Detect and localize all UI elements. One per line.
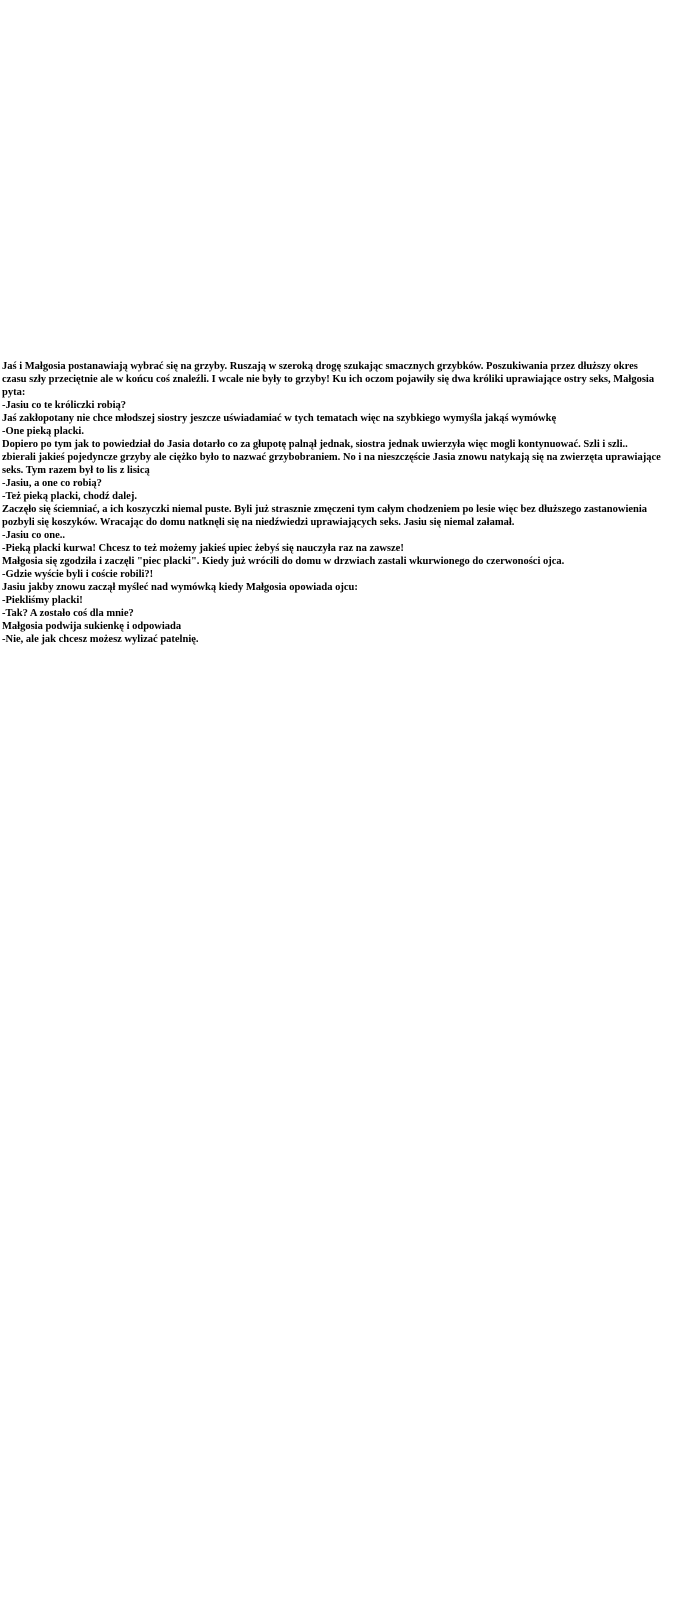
- story-paragraph: Zaczęło się ściemniać, a ich koszyczki niemal puste. Byli już strasznie zmęczeni tym całym chodzeniem po lesie więc bez dłuższego zastanowienia pozbyli się koszyków. Wracając do domu natknęli się na niedźwiedzi uprawiających seks. Jasiu się niemal załamał.: [2, 504, 648, 528]
- story-paragraph: -Też pieką placki, chodź dalej.: [2, 491, 137, 502]
- story-paragraph: -Jasiu co one..: [2, 530, 65, 541]
- story-paragraph: -Jasiu co te króliczki robią?: [2, 400, 127, 411]
- story-paragraph: Jasiu jakby znowu zaczął myśleć nad wymówką kiedy Małgosia opowiada ojcu:: [2, 582, 358, 593]
- story-paragraph: -Jasiu, a one co robią?: [2, 478, 102, 489]
- story-paragraph: Jaś zakłopotany nie chce młodszej siostry jeszcze uświadamiać w tych tematach więc na szybkiego wymyśla jakąś wymówkę: [2, 413, 557, 424]
- story-paragraph: -Tak? A zostało coś dla mnie?: [2, 608, 134, 619]
- story-paragraph: Małgosia się zgodziła i zaczęli "piec placki". Kiedy już wrócili do domu w drzwiach zastali wkurwionego do czerwoności ojca.: [2, 556, 565, 567]
- story-paragraph: -Piekliśmy placki!: [2, 595, 83, 606]
- story-paragraph: -Pieką placki kurwa! Chcesz to też możemy jakieś upiec żebyś się nauczyła raz na zawsze!: [2, 543, 404, 554]
- story-paragraph: -Gdzie wyście byli i coście robili?!: [2, 569, 154, 580]
- story-paragraph: Dopiero po tym jak to powiedział do Jasia dotarło co za głupotę palnął jednak, siostra jednak uwierzyła więc mogli kontynuować. Szli i szli.. zbierali jakieś pojedyncze grzyby ale ciężko było to nazwać grzybobraniem. No i na nieszczęście Jasia znowu natykają się na zwierzęta uprawiające seks. Tym razem był to lis z lisicą: [2, 439, 661, 476]
- story-paragraph: -One pieką placki.: [2, 426, 84, 437]
- story-paragraph: Małgosia podwija sukienkę i odpowiada: [2, 621, 182, 632]
- story-text: [2, 360, 662, 646]
- story-paragraph: -Nie, ale jak chcesz możesz wylizać patelnię.: [2, 634, 199, 645]
- story-paragraph: Jaś i Małgosia postanawiają wybrać się na grzyby. Ruszają w szeroką drogę szukając smacznych grzybków. Poszukiwania przez dłuższy okres czasu szły przeciętnie ale w końcu coś znaleźli. I wcale nie były to grzyby! Ku ich oczom pojawiły się dwa króliki uprawiające ostry seks, Małgosia pyta:: [2, 361, 655, 398]
